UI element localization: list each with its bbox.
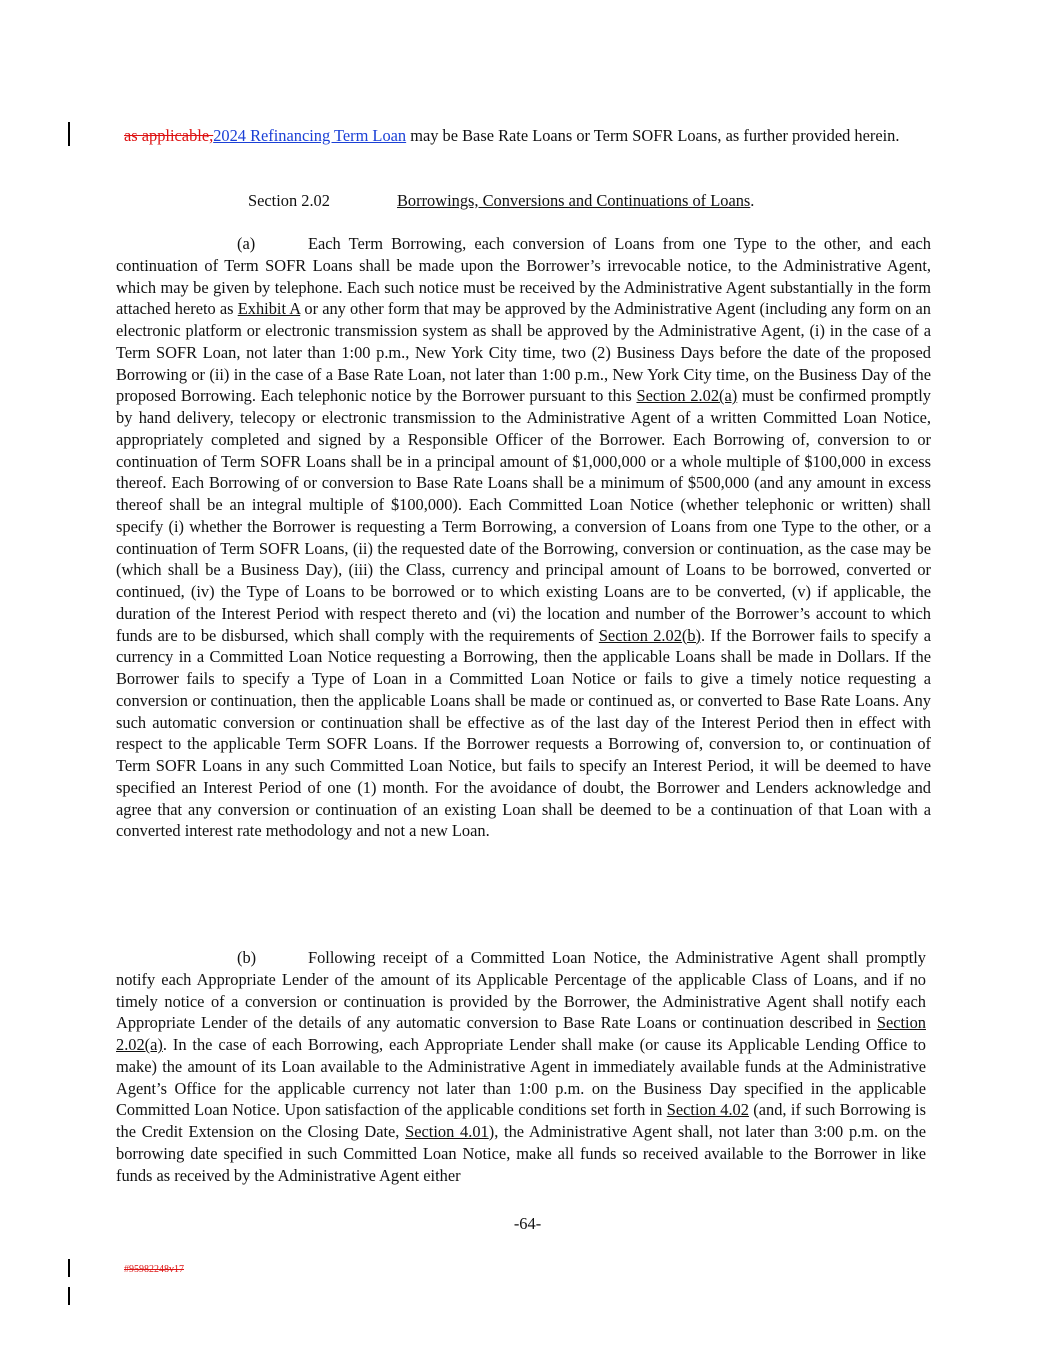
change-bar (68, 1259, 70, 1277)
change-bar (68, 122, 70, 146)
section-title-period: . (750, 191, 755, 210)
paragraph-a-label: (a) (237, 234, 256, 253)
section-title: Borrowings, Conversions and Continuations of Loans (397, 191, 751, 210)
paragraph-a-text: must be confirmed promptly by hand delivery, telecopy or electronic transmission to the Administrative Agent of a written Committed Loan Notice, appropriately completed and signed by a Responsible Officer of the Borrower. Each Borrowing of, conversion to or continuation of Term SOFR Loans shall be in a principal amount of $1,000,000 or a whole multiple of $100,000 in excess thereof. Each Borrowing of or conversion to Base Rate Loans shall be a minimum of $500,000 (and any amount in excess thereof shall be an integral multiple of $100,000). Each Committed Loan Notice (whether telephonic or written) shall specify (i) whether the Borrower is requesting a Term Borrowing, a conversion of Loans from one Type to the other, or a continuation of Term SOFR Loans, (ii) the requested date of the Borrowing, conversion or continuation, as the case may be (which shall be a Business Day), (iii) the Class, currency and principal amount of Loans to be borrowed, converted or continued, (iv) the Type of Loans to be borrowed or to which existing Loans are to be converted, (v) if applicable, the duration of the Interest Period with respect thereto and (vi) the location and number of the Borrower’s account to which funds are to be disbursed, which shall comply with the requirements of (116, 386, 931, 645)
intro-text: may be Base Rate Loans or Term SOFR Loans, as further provided herein. (406, 126, 900, 145)
section-heading (248, 190, 754, 212)
paragraph-b-text: (and, if such Borrowing is the Credit Extension on the Closing Date, (116, 1100, 926, 1141)
paragraph-b-text: ), the Administrative Agent shall, not later than 3:00 p.m. on the borrowing date specified in such Committed Loan Notice, make all funds so received available to the Borrower in like funds as received by the Administrative Agent either (116, 1122, 926, 1185)
deleted-text: as applicable, (124, 126, 214, 145)
paragraph-b-text: Following receipt of a Committed Loan Notice, the Administrative Agent shall promptly notify each Appropriate Lender of the amount of its Applicable Percentage of the applicable Class of Loans, and if no timely notice of a conversion or continuation is provided by the Borrower, the Administrative Agent shall notify each Appropriate Lender of the details of any automatic conversion to Base Rate Loans or continuation described in (116, 948, 926, 1033)
section-number: Section 2.02 (248, 191, 330, 210)
intro-paragraph (124, 125, 926, 147)
paragraph-a (116, 233, 931, 842)
paragraph-b-label: (b) (237, 948, 257, 967)
section-reference: Section 2.02(a) (116, 1013, 926, 1054)
change-bar (68, 1287, 70, 1305)
paragraph-a-text: . If the Borrower fails to specify a currency in a Committed Loan Notice requesting a Borrowing, then the applicable Loans shall be made in Dollars. If the Borrower fails to specify a Type of Loan in a Committed Loan Notice or fails to give a timely notice requesting a conversion or continuation, then the applicable Loans shall be made or continued as, or converted to Base Rate Loans. Any such automatic conversion or continuation shall be effective as of the last day of the Interest Period then in effect with respect to the applicable Term SOFR Loans. If the Borrower requests a Borrowing of, conversion to, or continuation of Term SOFR Loans in any such Committed Loan Notice, but fails to specify an Interest Period, it will be deemed to have specified an Interest Period of one (1) month. For the avoidance of doubt, the Borrower and Lenders acknowledge and agree that any conversion or continuation of an existing Loan shall be deemed to be a continuation of that Loan with a converted interest rate methodology and not a new Loan. (116, 625, 931, 841)
inserted-text: 2024 Refinancing Term Loan (213, 126, 407, 145)
paragraph-b-text: . In the case of each Borrowing, each Appropriate Lender shall make (or cause its Applicable Lending Office to make) the amount of its Loan available to the Administrative Agent in immediately available funds at the Administrative Agent’s Office for the applicable currency not later than 1:00 p.m. on the Business Day specified in the applicable Committed Loan Notice. Upon satisfaction of the applicable conditions set forth in (116, 1035, 926, 1120)
exhibit-a-reference: Exhibit A (237, 299, 301, 319)
paragraph-b (116, 947, 926, 1186)
document-id: #95982248v17 (124, 1264, 184, 1275)
section-reference: Section 2.02(b) (598, 625, 701, 645)
section-reference: Section 2.02(a) (636, 386, 738, 406)
section-reference: Section 4.02 (666, 1100, 749, 1120)
page-number: -64- (513, 1214, 542, 1233)
paragraph-a-text: or any other form that may be approved by the Administrative Agent (including any form on an electronic platform or electronic transmission system as shall be approved by the Administrative Agent, (i) in the case of a Term SOFR Loan, not later than 1:00 p.m., New York City time, two (2) Business Days before the date of the proposed Borrowing or (ii) in the case of a Base Rate Loan, not later than 1:00 p.m., New York City time, on the Business Day of the proposed Borrowing. Each telephonic notice by the Borrower pursuant to this (116, 299, 931, 406)
section-reference: Section 4.01 (405, 1122, 489, 1141)
paragraph-a-text: Each Term Borrowing, each conversion of Loans from one Type to the other, and each continuation of Term SOFR Loans shall be made upon the Borrower’s irrevocable notice, to the Administrative Agent, which may be given by telephone. Each such notice must be received by the Administrative Agent substantially in the form attached hereto as (116, 234, 931, 319)
